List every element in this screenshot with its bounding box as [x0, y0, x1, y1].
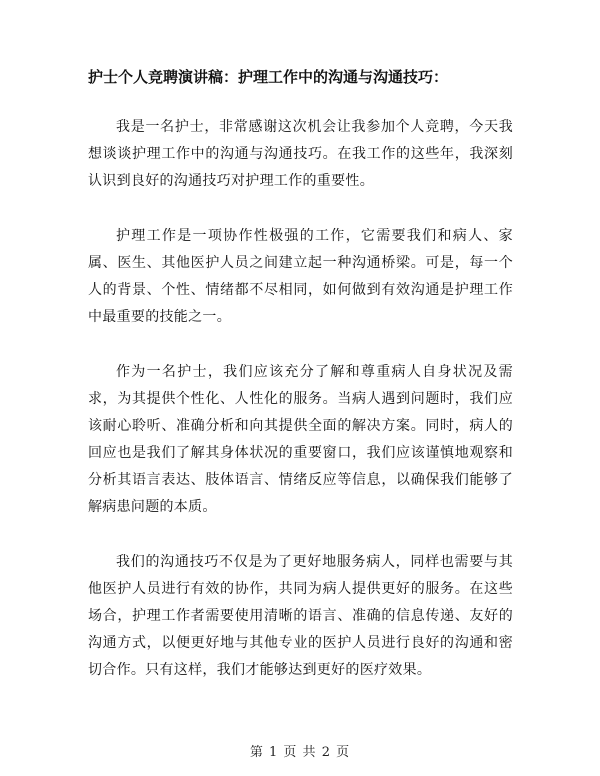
paragraph-1: 我是一名护士，非常感谢这次机会让我参加个人竞聘，今天我想谈谈护理工作中的沟通与沟通技巧。在我工作的这些年，我深刻认识到良好的沟通技巧对护理工作的重要性。: [88, 119, 513, 189]
page-footer: 第 1 页 共 2 页: [249, 745, 351, 760]
paragraph-4: 我们的沟通技巧不仅是为了更好地服务病人，同样也需要与其他医护人员进行有效的协作，共同为病人提供更好的服务。在这些场合，护理工作者需要使用清晰的语言、准确的信息传递、友好的沟通方式，以便更好地与其他专业的医护人员进行良好的沟通和密切合作。只有这样，我们才能够达到更好的医疗效果。: [88, 554, 513, 678]
paragraph-3: 作为一名护士，我们应该充分了解和尊重病人自身状况及需求，为其提供个性化、人性化的服务。当病人遇到问题时，我们应该耐心聆听、准确分析和向其提供全面的解决方案。同时，病人的回应也是我们了解其身体状况的重要窗口，我们应该谨慎地观察和分析其语言表达、肢体语言、情绪反应等信息，以确保我们能够了解病患问题的本质。: [88, 364, 513, 515]
document-body: [88, 114, 513, 712]
paragraph-2: 护理工作是一项协作性极强的工作，它需要我们和病人、家属、医生、其他医护人员之间建立起一种沟通桥梁。可是，每一个人的背景、个性、情绪都不尽相同，如何做到有效沟通是护理工作中最重要的技能之一。: [88, 228, 513, 325]
document-title: 护士个人竞聘演讲稿：护理工作中的沟通与沟通技巧：: [88, 68, 449, 86]
